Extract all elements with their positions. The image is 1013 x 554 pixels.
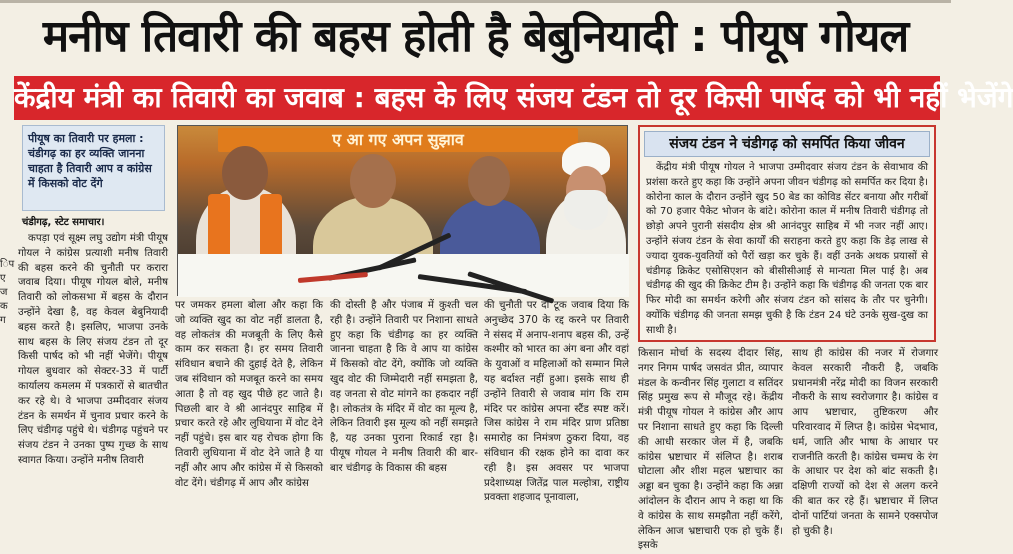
press-conference-photo <box>177 125 628 296</box>
photo-head-1 <box>222 146 268 200</box>
sidebar-story-box <box>638 125 936 342</box>
adjacent-column-edge: िप ए ज क ग <box>0 259 15 326</box>
article-column-4: की चुनौती पर दो टूक जवाब दिया कि अनुच्छेद 370 के रद्द करने पर तिवारी ने संसद में अनाप-शनाप बहस की, उन्हें कश्मीर को भारत का अंग बना और वहां के युवाओं व महिलाओं को सम्मान मिले यह बर्दाश्त नहीं हुआ। इसके साथ ही उन्होंने तिवारी से जवाब मांग कि राम मंदिर पर कांग्रेस अपना स्टैंड स्पष्ट करें। जिस कांग्रेस ने राम मंदिर प्राण प्रतिष्ठा समारोह का निमंत्रण ठुकरा दिया, वह संविधान की रक्षक होने का दावा कर रही है। इस अवसर पर भाजपा प्रदेशाध्यक्ष जितेंद्र पाल मल्होत्रा, राष्ट्रीय प्रवक्ता शहजाद पूनावाला, <box>484 300 629 504</box>
subheadline-banner: केंद्रीय मंत्री का तिवारी का जवाब : बहस के लिए संजय टंडन तो दूर किसी पार्षद को भी नहीं भेजेंगे <box>14 76 940 120</box>
photo-head-2 <box>350 154 396 208</box>
article-column-1: कपड़ा एवं सूक्ष्म लघु उद्योग मंत्री पीयूष गोयल ने कांग्रेस प्रत्याशी मनीष तिवारी की बहस करने की चुनौती पर करारा जवाब दिया। पीयूष गोयल बोले, मनीष तिवारी को लोकसभा में बहस के दौरान उन्होंने देखा है, वह केवल बेबुनियादी बहस करते है। इसलिए, भाजपा उनके साथ बहस के लिए संजय टंडन तो दूर किसी पार्षद को भी नहीं भेजेंगे। पीयूष गोयल बुधवार को सेक्टर-33 में पार्टी कार्यालय कमलम में पत्रकारों से बातचीत कर रहे थे। वे भाजपा उम्मीदवार संजय टंडन के समर्थन में चुनाव प्रचार करने के लिए चंडीगढ़ पहुंचे थे। चंडीगढ़ पहुंचने पर संजय टंडन ने उनका पुष्प गुच्छ के साथ स्वागत किया। उन्होंने मनीष तिवारी <box>18 233 168 466</box>
article-column-3: की दोस्ती है और पंजाब में कुश्ती चल रही है। उन्होंने तिवारी पर निशाना साधते हुए कहा कि चंडीगढ़ का हर व्यक्ति जानना चाहता है कि वे आप या कांग्रेस में किसको वोट देंगे, क्योंकि जो व्यक्ति खुद वोट की जिम्मेदारी नहीं समझता है, वह जनता से वोट मांगने का हकदार नहीं है। लोकतंत्र के मंदिर में वोट का मूल्य है, लेकिन तिवारी इस मूल्य को नहीं समझते है, यह उनका पुराना रिकार्ड रहा है। पीयूष गोयल ने मनीष तिवारी की बार-बार चंडीगढ़ के विकास की बहस <box>330 300 478 474</box>
headline: मनीष तिवारी की बहस होती है बेबुनियादी : पीयूष गोयल <box>42 11 909 62</box>
article-column-2: पर जमकर हमला बोला और कहा कि जो व्यक्ति खुद का वोट नहीं डालता है, वह लोकतंत्र की मजबूती के लिए कैसे काम कर सकता है। हर समय तिवारी संविधान बचाने की दुहाई देते है, लेकिन जब संविधान को मजबूत करने का समय आता है तो वह खुद पीछे हट जाते है। पिछली बार वे श्री आनंदपुर साहिब में प्रचार करते रहे और लुधियाना में वोट देने नहीं पहुंचे। इस बार यह रोचक होगा कि तिवारी लुधियाना में वोट देने जाते है या नहीं और आप और कांग्रेस में से किसको वोट देंगे। चंडीगढ़ में आप और कांग्रेस <box>175 300 323 489</box>
photo-head-3 <box>468 156 510 206</box>
article-column-5: किसान मोर्चा के सदस्य दीदार सिंह, नगर निगम पार्षद जसवंत प्रीत, व्यापार मंडल के कन्वीनर सिंह गुलाटा व सतिंदर सिंह प्रमुख रूप से मौजूद रहे। केंद्रीय मंत्री पीयूष गोयल ने कांग्रेस और आप पर निशाना साधते हुए कहा कि दिल्ली की आधी सरकार जेल में है, जबकि कांग्रेस भ्रष्टाचार में संलिप्त है। शराब घोटाला और शीश महल भ्रष्टाचार का अड्डा बन चुका है। उन्होंने कहा कि अन्ना आंदोलन के दौरान आप ने कहा था कि वे कांग्रेस के साथ समझौता नहीं करेंगे, लेकिन आज भ्रष्टाचारी एक हो चुके हैं। इसके <box>638 348 783 552</box>
dateline: चंडीगढ़, स्टेट समाचार। <box>22 217 105 228</box>
sidebar-story-text: केंद्रीय मंत्री पीयूष गोयल ने भाजपा उम्मीदवार संजय टंडन के सेवाभाव की प्रशंसा करते हुए कहा कि उन्होंने अपना जीवन चंडीगढ़ को समर्पित कर दिया है। कोरोना काल के दौरान उन्होंने खुद 50 बेड का कोविड सेंटर बनाया और गरीबों को 70 हजार पैकेट भोजन के बांटे। कोरोना काल में मनीष तिवारी चंडीगढ़ तो छोड़ो अपने पुरानी संसदीय क्षेत्र श्री आनंदपुर साहिब में भी नजर नहीं आए। उन्होंने संजय टंडन के सेवा कार्यों की सराहना करते हुए कहा कि डेढ़ लाख से ज्यादा युवक-युवतियों को पैरों खड़ा कर चुके हैं। वहीं उनके अथक प्रयासों से चंडीगढ़ क्रिकेट एसोसिएशन को बीसीसीआई से मान्यता मिल पाई है। अब चंडीगढ़ की खुद की क्रिकेट टीम है। उन्होंने कहा कि चंडीगढ़ की जनता एक बार फिर मोदी का समर्थन करेगी और संजय टंडन को सांसद के तौर पर चुनेगी। क्योंकि चंडीगढ़ की जनता समझ चुकी है कि टंडन 24 घंटे उनके सुख-दुख का साथी है। <box>646 162 928 336</box>
highlight-box: पीयूष का तिवारी पर हमला : चंडीगढ़ का हर व्यक्ति जानना चाहता है तिवारी आप व कांग्रेस में किसको वोट देंगे <box>22 125 165 211</box>
photo-backdrop-banner: ए आ गए अपन सुझाव <box>218 128 578 152</box>
sidebar-story-heading: संजय टंडन ने चंडीगढ़ को समर्पित किया जीवन <box>644 131 930 157</box>
photo-beard <box>564 190 608 230</box>
article-column-6: साथ ही कांग्रेस की नजर में रोजगार केवल सरकारी नौकरी है, जबकि प्रधानमंत्री नरेंद्र मोदी का विजन सरकारी नौकरी के साथ स्वरोजगार है। कांग्रेस व आप भ्रष्टाचार, तुष्टिकरण और परिवारवाद में लिप्त है। कांग्रेस भेदभाव, धर्म, जाति और भाषा के आधार पर राजनीति करती है। कांग्रेस चम्मच के रंग के आधार पर देश को बांट सकती है। दक्षिणी राज्यों को देश से अलग करने की बात कर रहे हैं। भ्रष्टाचार में लिप्त दोनों पार्टियां जनता के सामने एक्सपोज हो चुकी है। <box>792 348 938 537</box>
